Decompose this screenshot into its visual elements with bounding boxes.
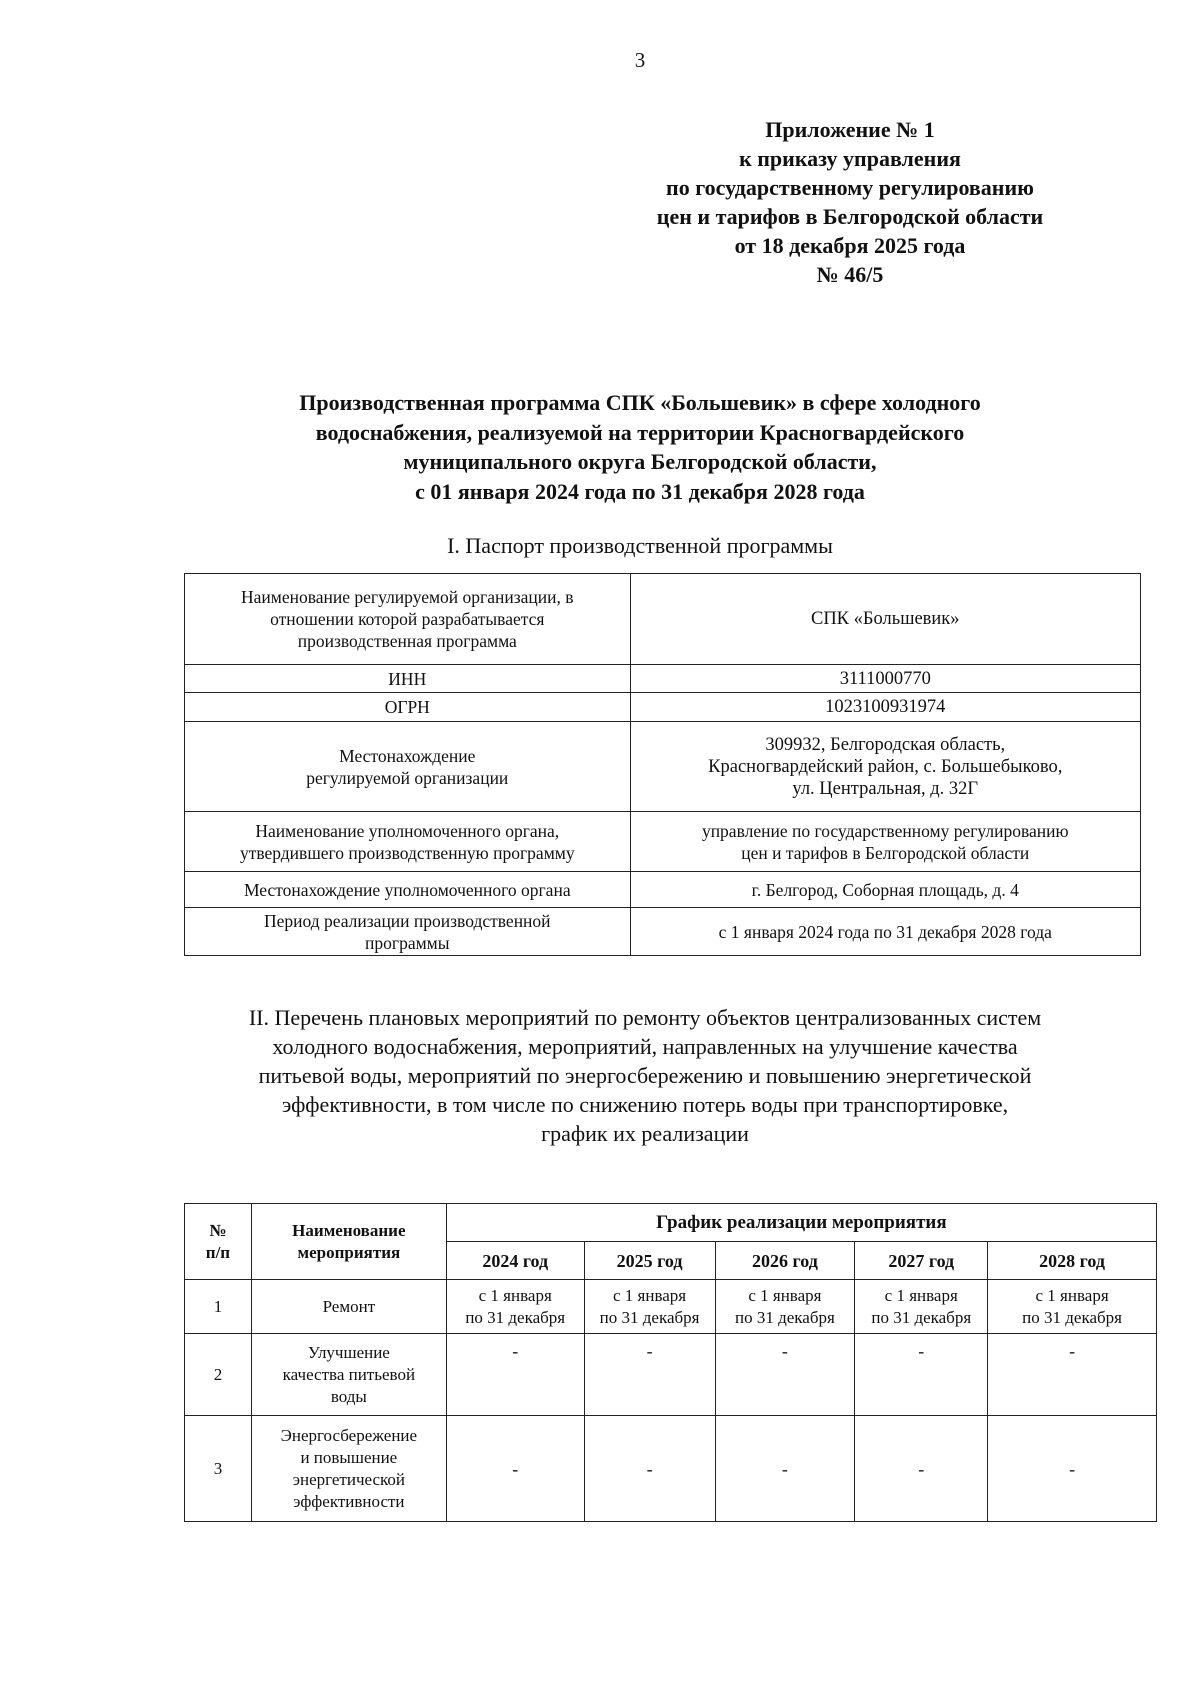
- row-cell: -: [988, 1334, 1157, 1416]
- passport-value: с 1 января 2024 года по 31 декабря 2028 года: [630, 908, 1140, 956]
- passport-value: управление по государственному регулированию цен и тарифов в Белгородской области: [630, 812, 1140, 872]
- row-num: 2: [185, 1334, 252, 1416]
- passport-label: Местонахождение уполномоченного органа: [185, 872, 631, 908]
- annex-line: по государственному регулированию: [666, 175, 1034, 200]
- section-2-title-line: эффективности, в том числе по снижению потерь воды при транспортировке,: [281, 1092, 1009, 1117]
- document-title: [190, 388, 1090, 506]
- row-cell: с 1 января по 31 декабря: [584, 1280, 715, 1334]
- passport-row: [185, 574, 1141, 665]
- passport-row: [185, 812, 1141, 872]
- row-cell: с 1 января по 31 декабря: [446, 1280, 584, 1334]
- title-line: муниципального округа Белгородской области,: [403, 449, 877, 474]
- passport-row: [185, 722, 1141, 812]
- table-row: [185, 1416, 1157, 1522]
- table-row: [185, 1280, 1157, 1334]
- passport-row: [185, 908, 1141, 956]
- header-year: 2026 год: [715, 1242, 855, 1280]
- row-cell: с 1 января по 31 декабря: [855, 1280, 988, 1334]
- row-cell: -: [446, 1334, 584, 1416]
- page-number: 3: [634, 48, 646, 72]
- passport-label: ИНН: [185, 665, 631, 693]
- header-year: 2028 год: [988, 1242, 1157, 1280]
- section-2-title-line: II. Перечень плановых мероприятий по ремонту объектов централизованных систем: [248, 1005, 1042, 1030]
- passport-row: [185, 665, 1141, 693]
- passport-label: Наименование уполномоченного органа, утвердившего производственную программу: [185, 812, 631, 872]
- header-schedule: График реализации мероприятия: [446, 1204, 1156, 1242]
- row-name: Ремонт: [251, 1280, 446, 1334]
- row-cell: -: [855, 1416, 988, 1522]
- row-cell: -: [584, 1334, 715, 1416]
- passport-value: СПК «Большевик»: [630, 574, 1140, 665]
- row-num: 3: [185, 1416, 252, 1522]
- header-year: 2027 год: [855, 1242, 988, 1280]
- title-line: Производственная программа СПК «Большевик» в сфере холодного: [299, 390, 981, 415]
- title-line: водоснабжения, реализуемой на территории Красногвардейского: [315, 419, 965, 445]
- section-2-title-line: холодного водоснабжения, мероприятий, направленных на улучшение качества: [272, 1034, 1018, 1059]
- annex-header: [600, 115, 1100, 289]
- header-year: 2025 год: [584, 1242, 715, 1280]
- row-cell: -: [855, 1334, 988, 1416]
- section-2-title-line: график их реализации: [541, 1121, 749, 1146]
- annex-line: Приложение № 1: [765, 117, 935, 142]
- passport-row: [185, 693, 1141, 722]
- schedule-header-row: [185, 1204, 1157, 1242]
- section-2-title-line: питьевой воды, мероприятий по энергосбережению и повышению энергетической: [258, 1063, 1032, 1088]
- passport-value: 1023100931974: [630, 693, 1140, 722]
- passport-table: [184, 573, 1141, 956]
- annex-line: № 46/5: [816, 262, 884, 287]
- passport-label: ОГРН: [185, 693, 631, 722]
- header-num: № п/п: [185, 1204, 252, 1280]
- row-name: Улучшение качества питьевой воды: [251, 1334, 446, 1416]
- header-name: Наименование мероприятия: [251, 1204, 446, 1280]
- passport-value: 309932, Белгородская область, Красногвардейский район, с. Большебыково, ул. Центральная, д. 32Г: [630, 722, 1140, 812]
- section-1-title: I. Паспорт производственной программы: [447, 533, 833, 558]
- section-2-title: [165, 1003, 1125, 1148]
- row-num: 1: [185, 1280, 252, 1334]
- passport-row: [185, 872, 1141, 908]
- annex-line: от 18 декабря 2025 года: [734, 233, 966, 258]
- passport-label: Наименование регулируемой организации, в отношении которой разрабатывается производственная программа: [185, 574, 631, 665]
- table-row: [185, 1334, 1157, 1416]
- row-cell: с 1 января по 31 декабря: [988, 1280, 1157, 1334]
- row-cell: -: [715, 1334, 855, 1416]
- annex-line: цен и тарифов в Белгородской области: [656, 204, 1044, 229]
- passport-label: Период реализации производственной программы: [185, 908, 631, 956]
- row-cell: -: [715, 1416, 855, 1522]
- title-line: с 01 января 2024 года по 31 декабря 2028 года: [415, 478, 865, 504]
- row-cell: с 1 января по 31 декабря: [715, 1280, 855, 1334]
- passport-value: г. Белгород, Соборная площадь, д. 4: [630, 872, 1140, 908]
- schedule-table: [184, 1203, 1157, 1522]
- row-name: Энергосбережение и повышение энергетической эффективности: [251, 1416, 446, 1522]
- row-cell: -: [988, 1416, 1157, 1522]
- annex-line: к приказу управления: [739, 146, 961, 171]
- header-year: 2024 год: [446, 1242, 584, 1280]
- passport-value: 3111000770: [630, 665, 1140, 693]
- passport-label: Местонахождение регулируемой организации: [185, 722, 631, 812]
- row-cell: -: [446, 1416, 584, 1522]
- row-cell: -: [584, 1416, 715, 1522]
